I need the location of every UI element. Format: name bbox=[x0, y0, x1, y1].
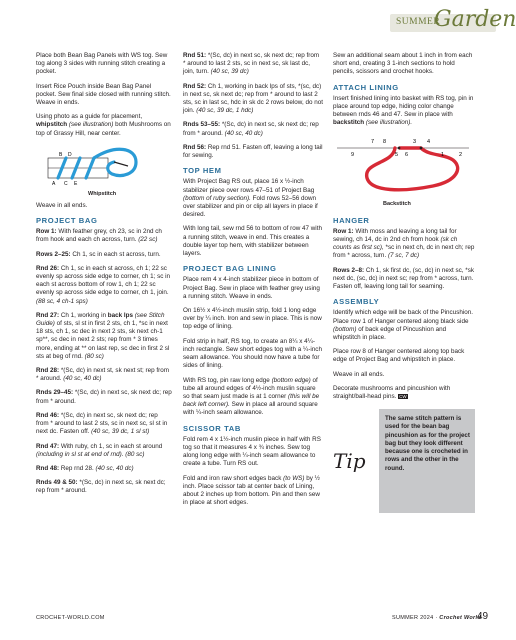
paragraph: With long tail, sew rnd 56 to bottom of row 47 with a running stitch, weave in end. This creates a double layer top hem, with stabilizer between layers. bbox=[183, 225, 322, 258]
footer-site: CROCHET-WORLD.COM bbox=[36, 615, 105, 621]
banner-summer-label: SUMMER bbox=[396, 17, 441, 27]
instruction-row: Rnd 56: Rep rnd 51. Fasten off, leaving a long tail for sewing. bbox=[183, 143, 323, 160]
instruction-row: Rnds 29–45: *(Sc, dc) in next sc, sk next dc; rep from * around. bbox=[36, 389, 172, 405]
instruction-row: Rnd 52: Ch 1, working in back lps of sts, *(sc, dc) in next sc, sk next dc; rep from * around to last 2 sts, sc in last sc, hdc in sk dc 2 rows below, do not join. (40 sc, 39 dc, 1 hdc) bbox=[183, 82, 323, 115]
section-banner bbox=[390, 7, 516, 38]
heading-assembly: ASSEMBLY bbox=[333, 297, 380, 307]
heading-project-bag-lining: PROJECT BAG LINING bbox=[183, 264, 277, 274]
heading-scissor-tab: SCISSOR TAB bbox=[183, 423, 241, 433]
whipstitch-illustration bbox=[36, 144, 172, 202]
whipstitch-caption: Whipstitch bbox=[88, 190, 117, 197]
back-number: 5 bbox=[395, 151, 399, 158]
paragraph: Weave in all ends. bbox=[36, 201, 88, 209]
paragraph: Using photo as a guide for placement, whipstitch (see illustration) both Mushrooms on top of Grassy Hill, near center. bbox=[36, 113, 171, 137]
back-number: 1 bbox=[441, 151, 445, 158]
instruction-row: Row 1: With feather grey, ch 23, sc in 2nd ch from hook and each ch across, turn. (22 sc) bbox=[36, 228, 162, 244]
paragraph: Place rem 4 x 4-inch stabilizer piece in bottom of Project Bag. Sew in place with feather grey using a running stitch. Weave in ends. bbox=[183, 276, 320, 300]
banner-garden-script: Garden bbox=[434, 7, 516, 32]
paragraph: Fold strip in half, RS tog, to create an 8¼ x 4¼-inch rectangle. Sew short edges tog with a ¼-inch seam allowance. You should now have a tube for sides of lining. bbox=[183, 337, 322, 370]
heading-project-bag: PROJECT BAG bbox=[36, 216, 98, 226]
paragraph: On 16½ x 4½-inch muslin strip, fold 1 long edge over by ¼ inch. Iron and sew in place. This is now top edge of lining. bbox=[183, 307, 322, 331]
tip-text: The same stitch pattern is used for the bean bag pincushion as for the project bag but they look different because one is crocheted in rows and the other in the round. bbox=[385, 415, 470, 472]
paragraph: Insert Rice Pouch inside Bean Bag Panel pocket. Sew final side closed with running stitch. Weave in ends. bbox=[36, 82, 171, 107]
heading-top-hem: TOP HEM bbox=[183, 166, 222, 176]
instruction-row: Rnd 48: Rep rnd 28. (40 sc, 40 dc) bbox=[36, 464, 134, 472]
instruction-row: Rnd 51: *(Sc, dc) in next sc, sk next dc; rep from * around to last 2 sts, sc in next sc, sk last dc, join, turn. (40 sc, 39 dc) bbox=[183, 52, 320, 76]
whip-letter: E bbox=[74, 180, 78, 187]
back-number: 4 bbox=[427, 138, 431, 145]
paragraph: With Project Bag RS out, place 16 x ½-inch stabilizer piece over rows 47–51 of Project Bag (bottom of ruby section). Fold rows 52–56 down over stabilizer and pin or clip all layers in place if desired. bbox=[183, 178, 318, 219]
backstitch-illustration bbox=[333, 134, 475, 210]
paragraph: Decorate mushrooms and pincushion with straight/ball-head pins. CW bbox=[333, 384, 451, 401]
back-number: 3 bbox=[413, 138, 417, 145]
instruction-row: Rnd 26: Ch 1, sc in each st across, ch 1; 22 sc evenly sp across side edge to corner, ch 1; sc in each st across bottom of row 1, ch 1; 22 sc evenly sp across side edge to corner, ch 1, join. (88 sc, 4 ch-1 sps) bbox=[36, 264, 171, 305]
backstitch-caption: Backstitch bbox=[383, 200, 411, 207]
paragraph: Place row 8 of Hanger centered along top back edge of Project Bag and whipstitch in place. bbox=[333, 348, 465, 364]
tip-box bbox=[333, 409, 475, 513]
paragraph: Insert finished lining into basket with RS tog, pin in place around top edge, hiding color change between rnds 46 and 47. Sew in place with backstitch (see illustration). bbox=[333, 94, 474, 127]
column-3 bbox=[333, 52, 475, 513]
whip-letter: A bbox=[52, 180, 56, 187]
heading-hanger: HANGER bbox=[333, 215, 370, 225]
paragraph: Sew an additional seam about 1 inch in from each short end, creating 3 1-inch sections to hold pencils, scissors and crochet hooks. bbox=[333, 52, 473, 76]
instruction-row: Rnd 27: Ch 1, working in back lps (see Stitch Guide) of sts, sl st in first 2 sts, ch 1, *sc in next 18 sts, ch 1, sc dec in next 2 sts, sk next ch-1 sp**, sc dec in next 2 sts; rep from * 3 times more, ending at ** on last rep, sc dec in first 2 sl sts at beg of rnd. (80 sc) bbox=[36, 311, 170, 360]
paragraph: Place both Bean Bag Panels with WS tog. Sew tog along 3 sides with running stitch creating a pocket. bbox=[36, 52, 168, 76]
instruction-row: Rows 2–8: Ch 1, sk first dc, (sc, dc) in next sc, *sk next dc, (sc, dc) in next sc; rep from * across, turn. Fasten off, leaving long tail for seaming. bbox=[333, 266, 475, 291]
back-number: 6 bbox=[405, 151, 409, 158]
instruction-row: Row 1: With moss and leaving a long tail for sewing, ch 14, dc in 2nd ch from hook (sk ch counts as first sc), *sc in next ch, dc in next ch; rep from * across, turn. (7 sc, 7 dc) bbox=[333, 227, 475, 260]
back-number: 7 bbox=[371, 138, 375, 145]
backstitch-diagram bbox=[333, 134, 475, 202]
paragraph: Identify which edge will be back of the Pincushion. Place row 1 of Hanger centered along black side (bottom) of back edge of Pincushion and whipstitch in place. bbox=[333, 309, 474, 342]
whip-letter: D bbox=[68, 151, 72, 158]
paragraph: With RS tog, pin raw long edge (bottom edge) of tube all around edges of 4½-inch muslin square so that seam just made is at 1 corner (this will be back left corner). Sew in place all around square with ¼-inch seam allowance. bbox=[183, 376, 320, 417]
back-number: 9 bbox=[351, 151, 355, 158]
whipstitch-diagram bbox=[36, 144, 172, 194]
instruction-row: Rnd 47: With ruby, ch 1, sc in each st around (including in sl st at end of rnd). (80 sc) bbox=[36, 442, 163, 458]
tip-label: Tip bbox=[333, 449, 366, 474]
footer-issue: SUMMER 2024 · Crochet World bbox=[392, 615, 481, 621]
instruction-row: Rnd 28: *(Sc, dc) in next st, sk next st; rep from * around. (40 sc, 40 dc) bbox=[36, 367, 169, 383]
column-1 bbox=[36, 52, 172, 502]
heading-attach-lining: ATTACH LINING bbox=[333, 82, 399, 92]
instruction-row: Rnds 53–55: *(Sc, dc) in next sc, sk next dc; rep from * around. (40 sc, 40 dc) bbox=[183, 121, 319, 137]
column-2 bbox=[183, 52, 323, 513]
paragraph: Fold rem 4 x 1½-inch muslin piece in half with RS tog so that it measures 4 x ¾ inches. Sew tog along long edge with ¼-inch seam allowance to create a tube. Turn RS out. bbox=[183, 435, 321, 468]
instruction-row: Rnd 46: *(Sc, dc) in next sc, sk next dc; rep from * around to last 2 sts, sc in next sc, sl st in next dc. Fasten off. (40 sc, 39 dc, 1 sl st) bbox=[36, 411, 168, 436]
end-mark-icon: CW bbox=[399, 394, 407, 400]
instruction-row: Rnds 49 & 50: *(Sc, dc) in next sc, sk next dc; rep from * around. bbox=[36, 479, 166, 495]
instruction-row: Rows 2–25: Ch 1, sc in each st across, turn. bbox=[36, 250, 161, 258]
page-number: 49 bbox=[477, 611, 489, 622]
back-number: 8 bbox=[383, 138, 387, 145]
whip-letter: B bbox=[59, 151, 63, 158]
paragraph: Weave in all ends. bbox=[333, 370, 385, 378]
back-number: 2 bbox=[459, 151, 463, 158]
whip-letter: C bbox=[64, 180, 68, 187]
paragraph: Fold and iron raw short edges back (to WS) by ½ inch. Place scissor tab at center back of Lining, about 2 inches up from bottom. Pin and then sew in place at short edges. bbox=[183, 474, 320, 507]
